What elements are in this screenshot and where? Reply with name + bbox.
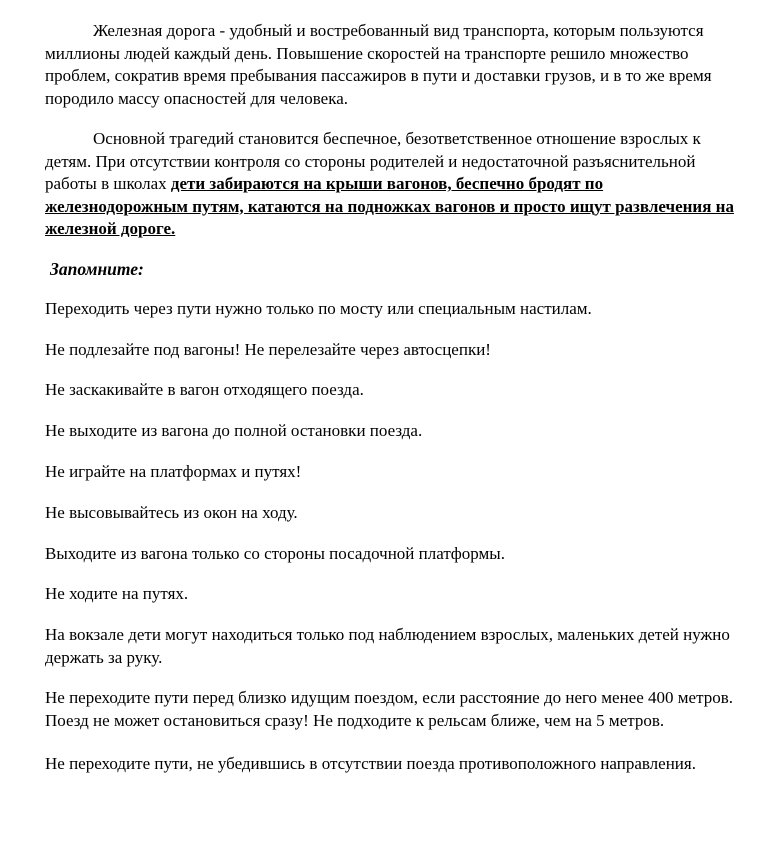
rule-item: Не высовывайтесь из окон на ходу.: [45, 503, 298, 522]
rule-item: На вокзале дети могут находиться только под наблюдением взрослых, маленьких детей нужно держать за руку.: [45, 625, 730, 667]
rule-item: Не играйте на платформах и путях!: [45, 462, 302, 481]
rule-item: Не ходите на путях.: [45, 584, 189, 603]
rule-item: Не заскакивайте в вагон отходящего поезда.: [45, 380, 364, 399]
intro-paragraph-2-emphasis: дети забираются на крыши вагонов, беспечно бродят по железнодорожным путям, катаются на подножках вагонов и просто ищут развлечения на железной дороге.: [45, 174, 734, 238]
rule-item: Не переходите пути перед близко идущим поездом, если расстояние до него менее 400 метров. Поезд не может остановиться сразу! Не подходите к рельсам ближе, чем на 5 метров.: [45, 688, 733, 730]
rule-item: Выходите из вагона только со стороны посадочной платформы.: [45, 544, 505, 563]
rule-item: Не подлезайте под вагоны! Не перелезайте через автосцепки!: [45, 340, 491, 359]
rule-item: Не выходите из вагона до полной остановки поезда.: [45, 421, 423, 440]
rule-item: Не переходите пути, не убедившись в отсутствии поезда противоположного направления.: [45, 754, 696, 773]
remember-heading: Запомните:: [50, 259, 144, 279]
intro-paragraph-2-text: Основной трагедий становится беспечное, безответственное отношение взрослых к детям. При отсутствии контроля со стороны родителей и недостаточной разъяснительной работы в школах: [45, 129, 701, 193]
rule-item: Переходить через пути нужно только по мосту или специальным настилам.: [45, 299, 592, 318]
intro-paragraph-1: Железная дорога - удобный и востребованный вид транспорта, которым пользуются миллионы людей каждый день. Повышение скоростей на транспорте решило множество проблем, сократив время пребывания пассажиров в пути и доставки грузов, и в то же время породило массу опасностей для человека.: [45, 21, 712, 108]
intro-paragraph-2: [45, 128, 735, 241]
